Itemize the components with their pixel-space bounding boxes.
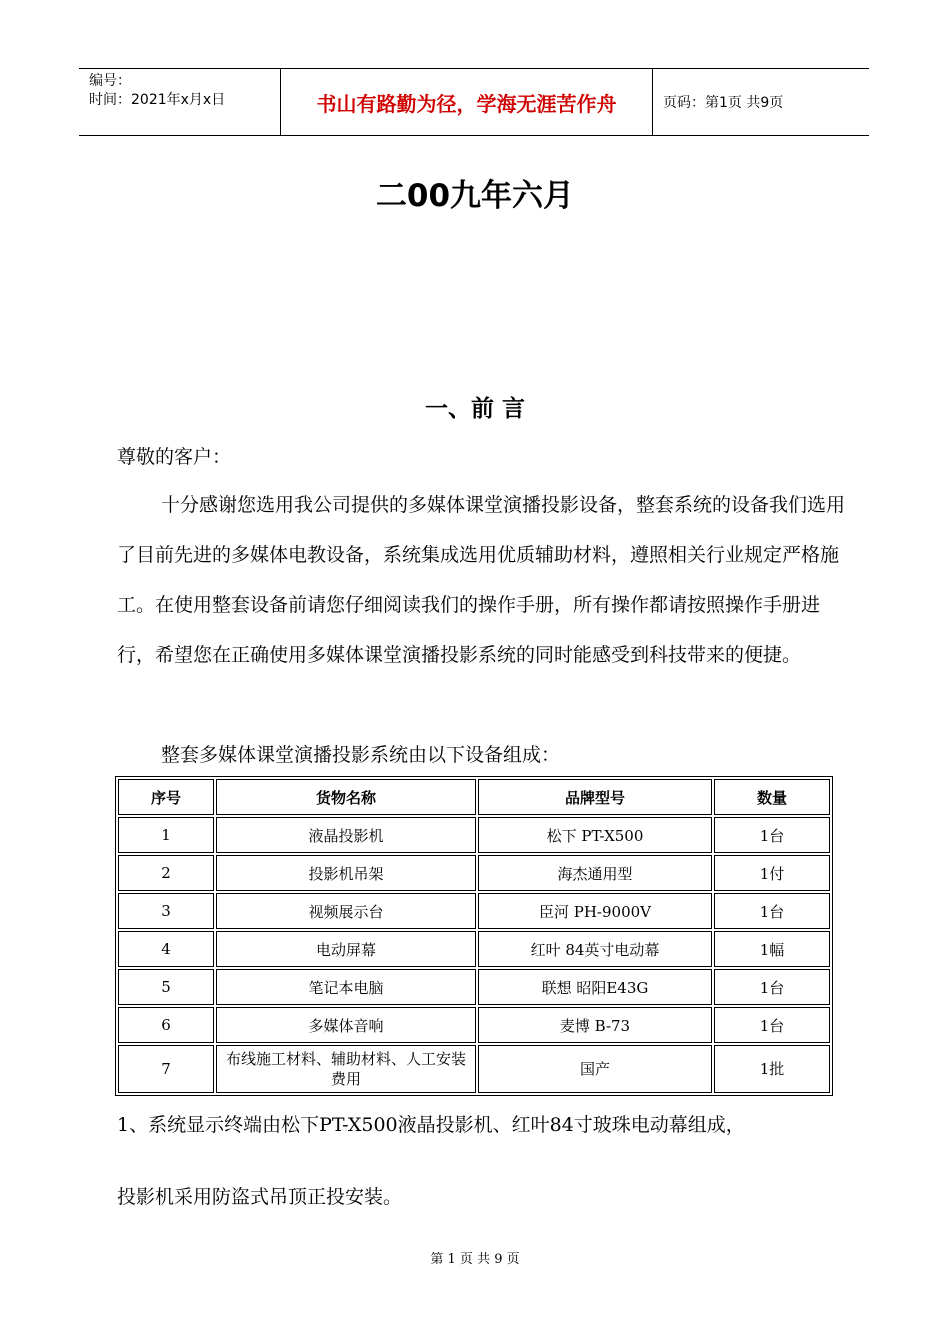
cell-index: 1 [118, 817, 214, 853]
col-header-index: 序号 [118, 779, 214, 815]
cell-qty: 1付 [714, 855, 830, 891]
header-meta [79, 69, 281, 135]
cell-qty: 1台 [714, 969, 830, 1005]
date-title: 二00九年六月 [375, 178, 575, 214]
cell-name: 视频展示台 [216, 893, 476, 929]
time-label: 时间：2021年x月x日 [89, 92, 226, 108]
table-row [118, 931, 830, 967]
cell-model: 松下 PT-X500 [478, 817, 712, 853]
section-title: 一、前 言 [424, 396, 525, 422]
cell-qty: 1台 [714, 893, 830, 929]
cell-qty: 1台 [714, 1007, 830, 1043]
col-header-model: 品牌型号 [478, 779, 712, 815]
table-row [118, 855, 830, 891]
cell-name: 笔记本电脑 [216, 969, 476, 1005]
cell-name: 布线施工材料、辅助材料、人工安装费用 [216, 1045, 476, 1093]
cell-model: 臣河 PH-9000V [478, 893, 712, 929]
number-label: 编号： [89, 73, 131, 89]
system-paragraph-line2: 投影机采用防盗式吊顶正投安装。 [117, 1186, 403, 1208]
cell-index: 2 [118, 855, 214, 891]
table-row [118, 969, 830, 1005]
cell-name: 投影机吊架 [216, 855, 476, 891]
cell-index: 3 [118, 893, 214, 929]
cell-name: 电动屏幕 [216, 931, 476, 967]
cell-index: 6 [118, 1007, 214, 1043]
page-header [79, 68, 869, 136]
cell-index: 5 [118, 969, 214, 1005]
cell-model: 海杰通用型 [478, 855, 712, 891]
greeting: 尊敬的客户： [117, 446, 232, 468]
cell-model: 国产 [478, 1045, 712, 1093]
cell-qty: 1批 [714, 1045, 830, 1093]
header-motto: 书山有路勤为径，学海无涯苦作舟 [281, 69, 653, 135]
table-row [118, 817, 830, 853]
intro-paragraph: 十分感谢您选用我公司提供的多媒体课堂演播投影设备，整套系统的设备我们选用了目前先进的多媒体电教设备，系统集成选用优质辅助材料，遵照相关行业规定严格施工。在使用整套设备前请您仔细阅读我们的操作手册，所有操作都请按照操作手册进行，希望您在正确使用多媒体课堂演播投影系统的同时能感受到科技带来的便捷。 [117, 494, 846, 666]
table-row [118, 893, 830, 929]
table-header-row [118, 779, 830, 815]
col-header-name: 货物名称 [216, 779, 476, 815]
cell-model: 麦博 B-73 [478, 1007, 712, 1043]
header-page-info: 页码：第1页 共9页 [663, 95, 784, 111]
equipment-table [115, 776, 833, 1096]
page-footer: 第 1 页 共 9 页 [430, 1252, 520, 1267]
cell-name: 液晶投影机 [216, 817, 476, 853]
cell-qty: 1幅 [714, 931, 830, 967]
cell-name: 多媒体音响 [216, 1007, 476, 1043]
table-row [118, 1045, 830, 1093]
col-header-qty: 数量 [714, 779, 830, 815]
cell-index: 4 [118, 931, 214, 967]
system-paragraph-line1: 1、系统显示终端由松下PT-X500液晶投影机、红叶84寸玻珠电动幕组成， [117, 1114, 745, 1136]
table-row [118, 1007, 830, 1043]
cell-index: 7 [118, 1045, 214, 1093]
cell-qty: 1台 [714, 817, 830, 853]
equipment-intro: 整套多媒体课堂演播投影系统由以下设备组成： [161, 744, 561, 766]
cell-model: 红叶 84英寸电动幕 [478, 931, 712, 967]
cell-model: 联想 昭阳E43G [478, 969, 712, 1005]
